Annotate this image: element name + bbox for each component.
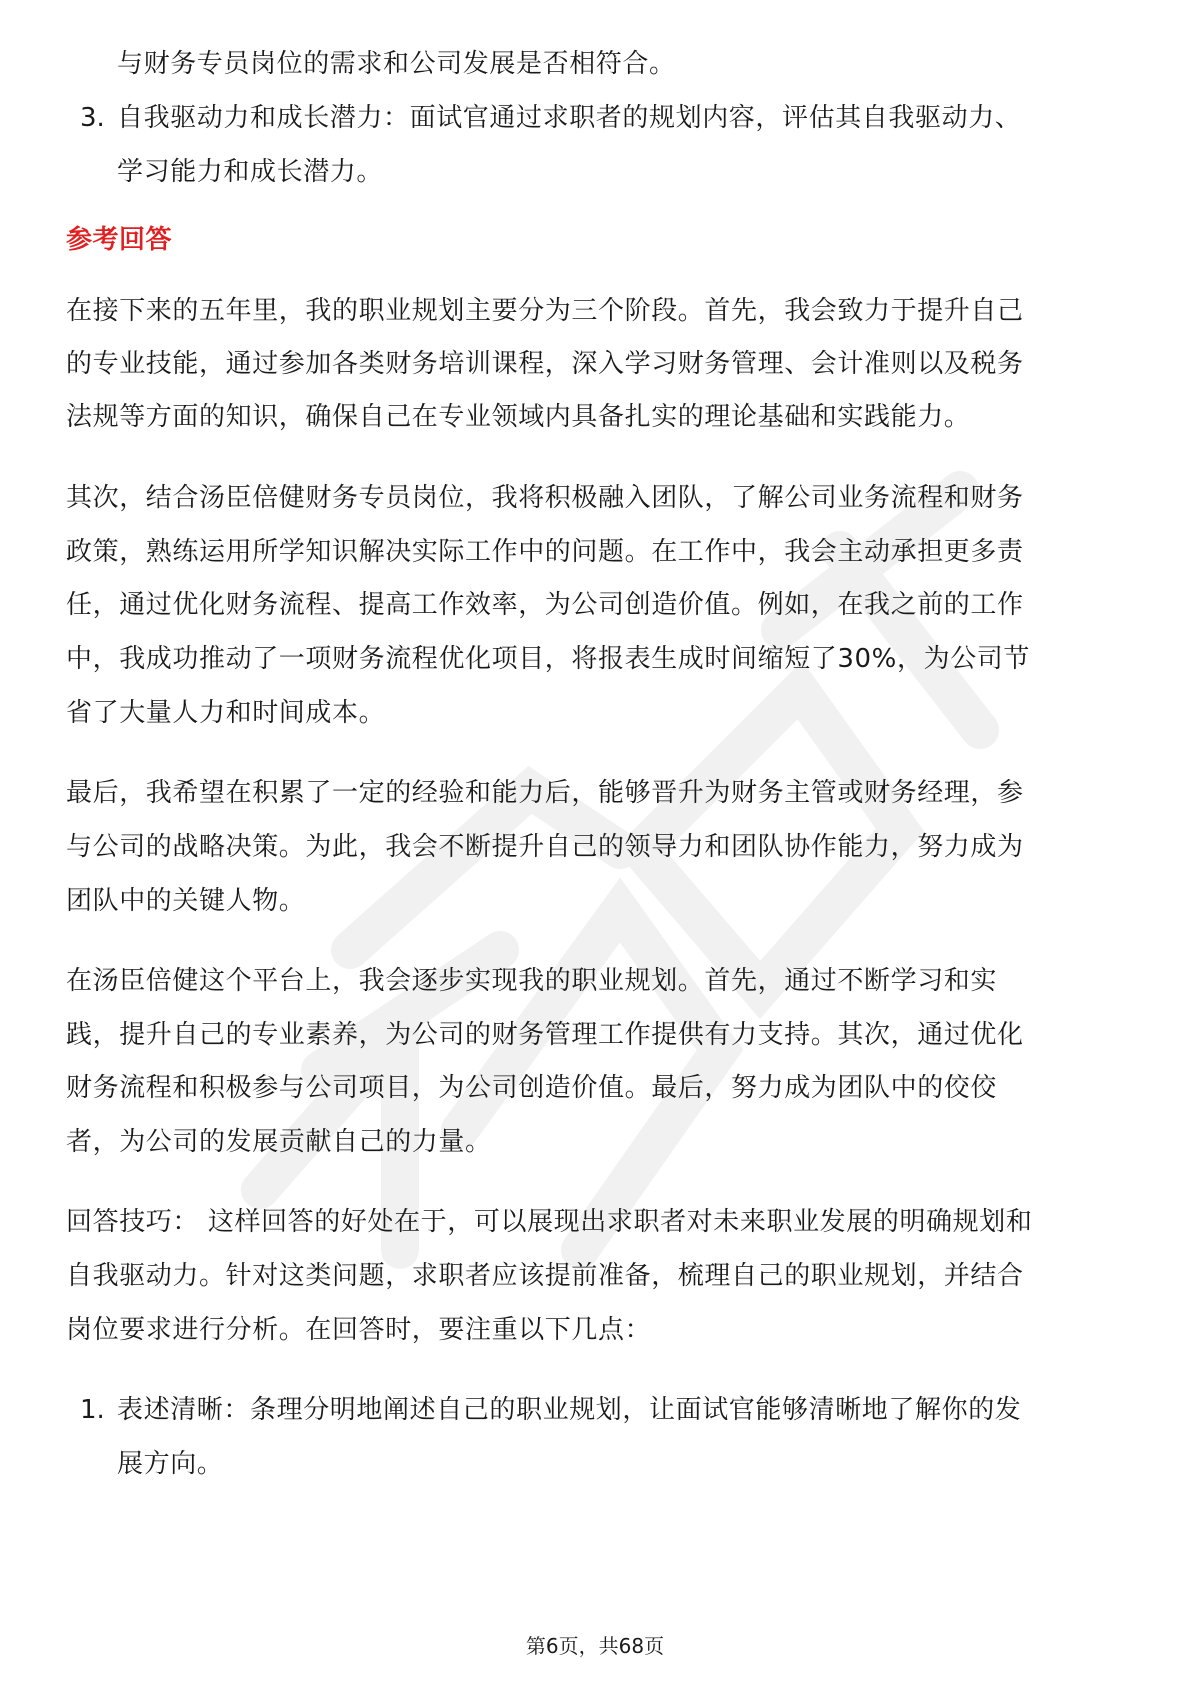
paragraph-2-line-1: 其次，结合汤臣倍健财务专员岗位，我将积极融入团队，了解公司业务流程和财务 (66, 483, 1024, 513)
paragraph-5-line-3: 岗位要求进行分析。在回答时，要注重以下几点： (66, 1315, 652, 1345)
paragraph-5-line-2: 自我驱动力。针对这类问题，求职者应该提前准备，梳理自己的职业规划，并结合 (66, 1261, 1024, 1291)
paragraph-2-line-5: 省了大量人力和时间成本。 (66, 698, 386, 728)
list-item-2-continuation: 与财务专员岗位的需求和公司发展是否相符合。 (117, 49, 676, 79)
paragraph-2-line-2: 政策，熟练运用所学知识解决实际工作中的问题。在工作中，我会主动承担更多责 (66, 537, 1024, 567)
paragraph-4-line-2: 践，提升自己的专业素养，为公司的财务管理工作提供有力支持。其次，通过优化 (66, 1020, 1024, 1050)
page-footer: 第6页，共68页 (525, 1634, 665, 1658)
paragraph-3-line-2: 与公司的战略决策。为此，我会不断提升自己的领导力和团队协作能力，努力成为 (66, 832, 1024, 862)
section-heading: 参考回答 (66, 225, 173, 255)
paragraph-1-line-3: 法规等方面的知识，确保自己在专业领域内具备扎实的理论基础和实践能力。 (66, 402, 971, 432)
paragraph-4-line-1: 在汤臣倍健这个平台上，我会逐步实现我的职业规划。首先，通过不断学习和实 (66, 966, 998, 996)
paragraph-4-line-4: 者，为公司的发展贡献自己的力量。 (66, 1127, 492, 1157)
paragraph-2-line-3: 任，通过优化财务流程、提高工作效率，为公司创造价值。例如，在我之前的工作 (66, 590, 1024, 620)
list-item-1-line-2: 展方向。 (117, 1449, 224, 1479)
paragraph-1-line-2: 的专业技能，通过参加各类财务培训课程，深入学习财务管理、会计准则以及税务 (66, 349, 1024, 379)
list-item-3-line-2: 学习能力和成长潜力。 (117, 157, 384, 187)
paragraph-3-line-1: 最后，我希望在积累了一定的经验和能力后，能够晋升为财务主管或财务经理，参 (66, 778, 1024, 808)
list-item-1-line-1: 表述清晰：条理分明地阐述自己的职业规划，让面试官能够清晰地了解你的发 (117, 1395, 1022, 1425)
list-item-1-number: 1. (80, 1395, 105, 1425)
paragraph-1-line-1: 在接下来的五年里，我的职业规划主要分为三个阶段。首先，我会致力于提升自己 (66, 296, 1024, 326)
list-item-3-number: 3. (80, 103, 105, 133)
paragraph-5-line-1: 回答技巧： 这样回答的好处在于，可以展现出求职者对未来职业发展的明确规划和 (66, 1207, 1033, 1237)
paragraph-4-line-3: 财务流程和积极参与公司项目，为公司创造价值。最后，努力成为团队中的佼佼 (66, 1073, 998, 1103)
paragraph-3-line-3: 团队中的关键人物。 (66, 886, 306, 916)
paragraph-2-line-4: 中，我成功推动了一项财务流程优化项目，将报表生成时间缩短了30%，为公司节 (66, 644, 1030, 674)
list-item-3-line-1: 自我驱动力和成长潜力：面试官通过求职者的规划内容，评估其自我驱动力、 (117, 103, 1022, 133)
